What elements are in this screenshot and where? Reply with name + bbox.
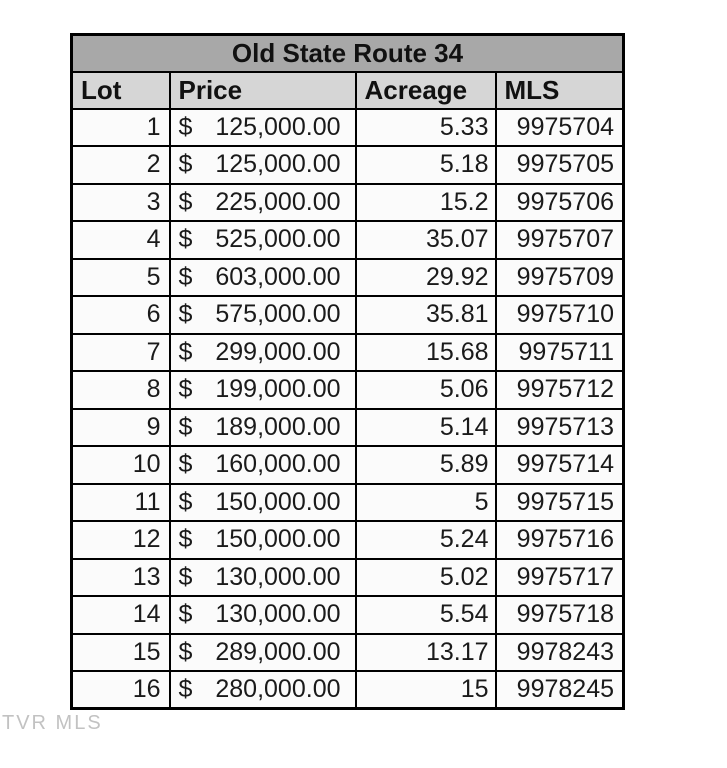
- column-header-mls: MLS: [496, 72, 624, 109]
- price-amount: 189,000.00: [215, 412, 341, 441]
- price-cell: [170, 296, 356, 334]
- price-cell: [170, 484, 356, 522]
- mls-cell: 9975704: [496, 109, 624, 147]
- price-cell: [170, 559, 356, 597]
- price-amount: 130,000.00: [215, 600, 341, 629]
- price-amount: 125,000.00: [215, 150, 341, 179]
- table-row: [72, 596, 624, 634]
- acreage-cell: 5.24: [356, 521, 496, 559]
- price-cell: [170, 184, 356, 222]
- lot-cell: 5: [72, 259, 170, 297]
- price-currency-symbol: $: [178, 187, 193, 216]
- acreage-cell: 5.18: [356, 146, 496, 184]
- mls-cell: 9978243: [496, 634, 624, 672]
- acreage-cell: 15.2: [356, 184, 496, 222]
- price-currency-symbol: $: [178, 337, 193, 366]
- mls-cell: 9975706: [496, 184, 624, 222]
- lot-cell: 12: [72, 521, 170, 559]
- spreadsheet: [70, 33, 625, 710]
- price-currency-symbol: $: [178, 262, 193, 291]
- price-amount: 525,000.00: [215, 225, 341, 254]
- price-cell: [170, 259, 356, 297]
- lot-cell: 11: [72, 484, 170, 522]
- table-row: [72, 671, 624, 709]
- column-header-price: Price: [170, 72, 356, 109]
- price-currency-symbol: $: [178, 375, 193, 404]
- lot-cell: 8: [72, 371, 170, 409]
- table-title: Old State Route 34: [72, 35, 624, 72]
- table-row: [72, 184, 624, 222]
- mls-cell: 9975715: [496, 484, 624, 522]
- lot-cell: 15: [72, 634, 170, 672]
- lot-cell: 4: [72, 221, 170, 259]
- lot-cell: 14: [72, 596, 170, 634]
- lot-cell: 1: [72, 109, 170, 147]
- mls-cell: 9975710: [496, 296, 624, 334]
- lot-cell: 13: [72, 559, 170, 597]
- table-row: [72, 484, 624, 522]
- lot-cell: 2: [72, 146, 170, 184]
- price-cell: [170, 334, 356, 372]
- acreage-cell: 15.68: [356, 334, 496, 372]
- lot-cell: 7: [72, 334, 170, 372]
- price-amount: 575,000.00: [215, 300, 341, 329]
- table-row: [72, 371, 624, 409]
- mls-cell: 9975711: [496, 334, 624, 372]
- price-cell: [170, 446, 356, 484]
- table-row: [72, 521, 624, 559]
- price-amount: 130,000.00: [215, 562, 341, 591]
- price-currency-symbol: $: [178, 412, 193, 441]
- title-row: [72, 35, 624, 72]
- price-amount: 280,000.00: [215, 675, 341, 703]
- table-row: [72, 334, 624, 372]
- price-currency-symbol: $: [178, 450, 193, 479]
- table-row: [72, 221, 624, 259]
- acreage-cell: 5.89: [356, 446, 496, 484]
- mls-cell: 9978245: [496, 671, 624, 709]
- price-amount: 150,000.00: [215, 487, 341, 516]
- acreage-cell: 5.33: [356, 109, 496, 147]
- price-amount: 299,000.00: [215, 337, 341, 366]
- price-amount: 603,000.00: [215, 262, 341, 291]
- price-currency-symbol: $: [178, 150, 193, 179]
- acreage-cell: 15: [356, 671, 496, 709]
- table-row: [72, 259, 624, 297]
- acreage-cell: 35.07: [356, 221, 496, 259]
- table-row: [72, 296, 624, 334]
- mls-cell: 9975712: [496, 371, 624, 409]
- acreage-cell: 5.14: [356, 409, 496, 447]
- price-amount: 199,000.00: [215, 375, 341, 404]
- acreage-cell: 5: [356, 484, 496, 522]
- mls-cell: 9975717: [496, 559, 624, 597]
- lot-cell: 3: [72, 184, 170, 222]
- price-currency-symbol: $: [178, 562, 193, 591]
- table-row: [72, 109, 624, 147]
- price-cell: [170, 146, 356, 184]
- price-cell: [170, 521, 356, 559]
- mls-cell: 9975716: [496, 521, 624, 559]
- lot-cell: 16: [72, 671, 170, 709]
- mls-cell: 9975709: [496, 259, 624, 297]
- price-currency-symbol: $: [178, 225, 193, 254]
- price-cell: [170, 409, 356, 447]
- mls-cell: 9975705: [496, 146, 624, 184]
- column-header-lot: Lot: [72, 72, 170, 109]
- lots-table: [70, 33, 625, 710]
- table-row: [72, 146, 624, 184]
- acreage-cell: 29.92: [356, 259, 496, 297]
- column-header-acreage: Acreage: [356, 72, 496, 109]
- price-currency-symbol: $: [178, 525, 193, 554]
- price-currency-symbol: $: [178, 675, 193, 703]
- mls-cell: 9975714: [496, 446, 624, 484]
- table-row: [72, 559, 624, 597]
- price-amount: 289,000.00: [215, 637, 341, 666]
- price-currency-symbol: $: [178, 112, 193, 141]
- lot-cell: 10: [72, 446, 170, 484]
- acreage-cell: 5.02: [356, 559, 496, 597]
- acreage-cell: 13.17: [356, 634, 496, 672]
- lot-cell: 6: [72, 296, 170, 334]
- acreage-cell: 35.81: [356, 296, 496, 334]
- price-cell: [170, 109, 356, 147]
- mls-cell: 9975713: [496, 409, 624, 447]
- price-cell: [170, 634, 356, 672]
- mls-cell: 9975707: [496, 221, 624, 259]
- lot-cell: 9: [72, 409, 170, 447]
- price-cell: [170, 671, 356, 709]
- price-cell: [170, 221, 356, 259]
- price-amount: 160,000.00: [215, 450, 341, 479]
- acreage-cell: 5.54: [356, 596, 496, 634]
- price-cell: [170, 596, 356, 634]
- price-amount: 125,000.00: [215, 112, 341, 141]
- price-currency-symbol: $: [178, 300, 193, 329]
- header-row: [72, 72, 624, 109]
- acreage-cell: 5.06: [356, 371, 496, 409]
- price-currency-symbol: $: [178, 600, 193, 629]
- price-currency-symbol: $: [178, 637, 193, 666]
- tvr-mls-watermark: TVR MLS: [2, 712, 103, 734]
- table-row: [72, 446, 624, 484]
- price-currency-symbol: $: [178, 487, 193, 516]
- table-row: [72, 409, 624, 447]
- table-row: [72, 634, 624, 672]
- price-amount: 225,000.00: [215, 187, 341, 216]
- mls-cell: 9975718: [496, 596, 624, 634]
- price-cell: [170, 371, 356, 409]
- price-amount: 150,000.00: [215, 525, 341, 554]
